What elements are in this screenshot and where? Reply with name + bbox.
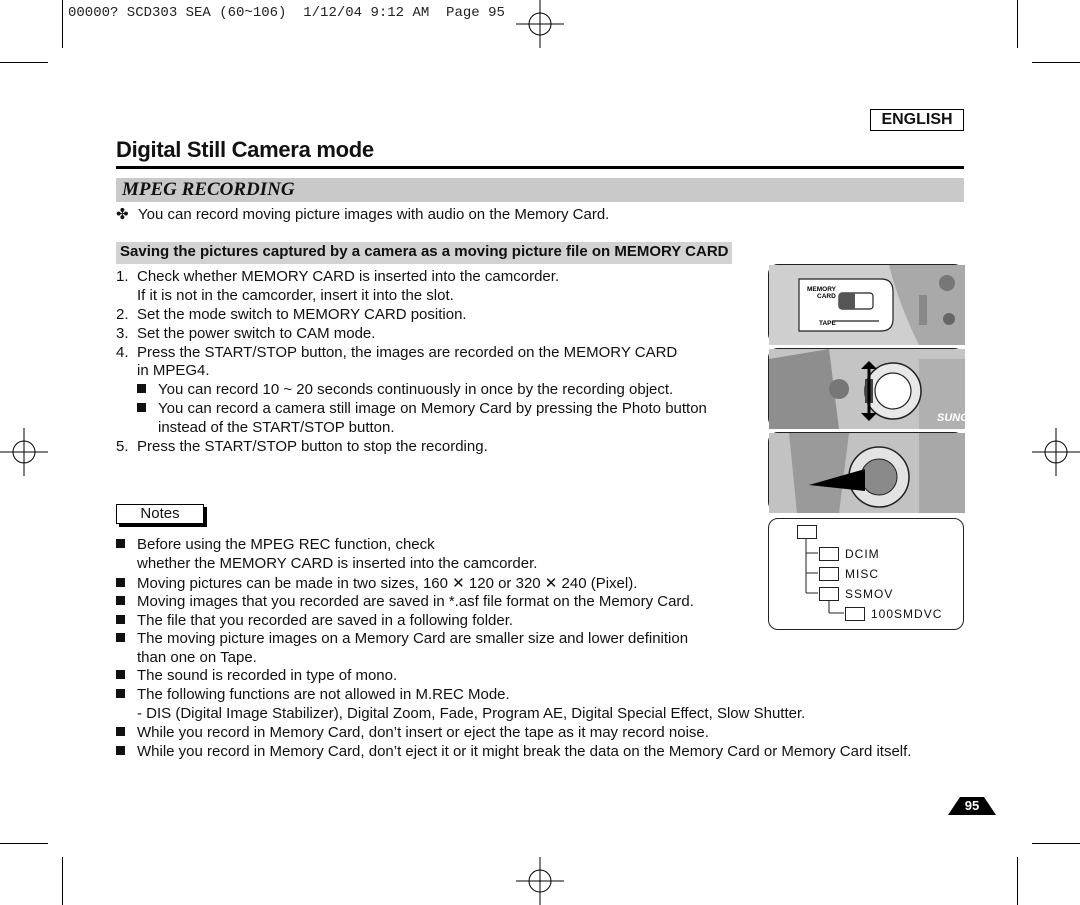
square-bullet-icon <box>116 670 125 679</box>
folder-label-100smdvc: 100SMDVC <box>871 607 943 621</box>
crop-mark <box>1017 857 1018 905</box>
step-bullet: You can record a camera still image on Memory Card by pressing the Photo button <box>137 400 707 417</box>
square-bullet-icon <box>116 727 125 736</box>
title-rule <box>116 166 964 169</box>
crop-mark <box>62 857 63 905</box>
folder-icon <box>819 587 839 601</box>
note-item: Moving images that you recorded are saved in *.asf file format on the Memory Card. <box>116 593 694 610</box>
registration-mark-icon <box>516 857 564 905</box>
square-bullet-icon <box>116 615 125 624</box>
folder-icon <box>819 567 839 581</box>
switch-label-card: CARD <box>817 293 836 300</box>
step-item: 5. Press the START/STOP button to stop the recording. <box>116 438 488 455</box>
note-item: whether the MEMORY CARD is inserted into the camcorder. <box>137 555 538 572</box>
step-item: If it is not in the camcorder, insert it into the slot. <box>137 287 454 304</box>
registration-mark-icon <box>516 0 564 48</box>
registration-mark-icon <box>1032 428 1080 476</box>
step-item: 3. Set the power switch to CAM mode. <box>116 325 376 342</box>
folder-label-ssmov: SSMOV <box>845 587 894 601</box>
print-header: 00000? SCD303 SEA (60~106) 1/12/04 9:12 AM Page 95 <box>68 5 505 21</box>
mode-switch-illustration <box>768 264 964 344</box>
square-bullet-icon <box>137 384 146 393</box>
square-bullet-icon <box>116 596 125 605</box>
note-item: The sound is recorded in type of mono. <box>116 667 397 684</box>
crop-mark <box>0 843 48 844</box>
step-item: 2. Set the mode switch to MEMORY CARD position. <box>116 306 467 323</box>
language-badge: ENGLISH <box>870 109 964 131</box>
crop-mark <box>1017 0 1018 48</box>
registration-mark-icon <box>0 428 48 476</box>
page-title: Digital Still Camera mode <box>116 137 374 162</box>
switch-label-tape: TAPE <box>819 320 836 327</box>
crop-mark <box>1032 62 1080 63</box>
folder-label-dcim: DCIM <box>845 547 880 561</box>
notes-label: Notes <box>116 504 204 524</box>
step-item: 4. Press the START/STOP button, the images are recorded on the MEMORY CARD <box>116 344 678 361</box>
square-bullet-icon <box>137 403 146 412</box>
note-item: than one on Tape. <box>137 649 257 666</box>
note-item: The file that you recorded are saved in a following folder. <box>116 612 513 629</box>
note-item: The following functions are not allowed in M.REC Mode. <box>116 686 510 703</box>
step-bullet-continued: instead of the START/STOP button. <box>158 419 395 436</box>
step-item: in MPEG4. <box>137 362 210 379</box>
intro-text: You can record moving picture images with audio on the Memory Card. <box>138 206 610 223</box>
folder-tree <box>768 518 964 630</box>
start-stop-button-icon <box>769 433 965 513</box>
folder-icon <box>819 547 839 561</box>
note-item: Moving pictures can be made in two sizes, 160 ✕ 120 or 320 ✕ 240 (Pixel). <box>116 574 637 592</box>
crop-mark <box>1032 843 1080 844</box>
power-switch-illustration <box>768 348 969 428</box>
section-header <box>116 178 964 202</box>
subsection-header <box>116 242 732 264</box>
step-bullet: You can record 10 ~ 20 seconds continuously in once by the recording object. <box>137 381 673 398</box>
note-item: Before using the MPEG REC function, check <box>116 536 435 553</box>
subsection-title: Saving the pictures captured by a camera as a moving picture file on MEMORY CARD <box>120 243 729 260</box>
note-item: While you record in Memory Card, don’t eject it or it might break the data on the Memory Card or Memory Card itself. <box>116 743 911 760</box>
crop-mark <box>0 62 48 63</box>
note-item: While you record in Memory Card, don’t insert or eject the tape as it may record noise. <box>116 724 709 741</box>
power-dial-icon <box>769 349 969 429</box>
root-folder-icon <box>797 525 817 539</box>
page-number: 95 <box>948 795 996 817</box>
intro-line <box>116 205 609 223</box>
start-stop-illustration <box>768 432 964 512</box>
note-item: The moving picture images on a Memory Card are smaller size and lower definition <box>116 630 688 647</box>
square-bullet-icon <box>116 689 125 698</box>
folder-icon <box>845 607 865 621</box>
section-title: MPEG RECORDING <box>122 179 295 200</box>
square-bullet-icon <box>116 633 125 642</box>
cross-bullet-icon: ✤ <box>116 206 129 223</box>
crop-mark <box>62 0 63 48</box>
brand-fragment: SUNG <box>937 412 969 424</box>
switch-label-memory: MEMORY <box>807 286 837 293</box>
square-bullet-icon <box>116 746 125 755</box>
square-bullet-icon <box>116 578 125 587</box>
square-bullet-icon <box>116 539 125 548</box>
folder-label-misc: MISC <box>845 567 879 581</box>
note-item: - DIS (Digital Image Stabilizer), Digital Zoom, Fade, Program AE, Digital Special Effect, Slow Shutter. <box>137 705 806 722</box>
camcorder-side-icon <box>769 265 965 345</box>
step-item: 1. Check whether MEMORY CARD is inserted into the camcorder. <box>116 268 560 285</box>
